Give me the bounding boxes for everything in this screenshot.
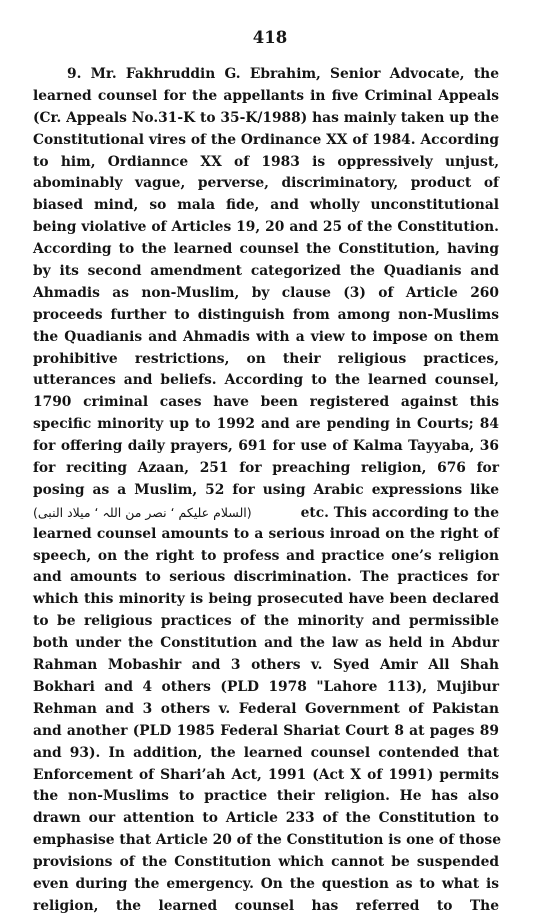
paragraph-line: drawn our attention to Article 233 of the Constitution to	[33, 810, 499, 827]
paragraph-line: posing as a Muslim, 52 for using Arabic expressions like	[33, 481, 499, 498]
paragraph-line: proceeds further to distinguish from among non-Muslims	[33, 306, 499, 323]
paragraph-line: Enforcement of Shari’ah Act, 1991 (Act X of 1991) permits	[33, 766, 499, 783]
paragraph-line: to him, Ordiannce XX of 1983 is oppressively unjust,	[33, 153, 499, 170]
paragraph-line: religion, the learned counsel has referred to The	[33, 897, 499, 914]
paragraph-line: provisions of the Constitution which cannot be suspended	[33, 854, 499, 871]
paragraph-line: prohibitive restrictions, on their religious practices,	[33, 350, 499, 367]
paragraph-line-text: etc. This according to the	[300, 504, 499, 521]
arabic-expressions: (السلام علیکم ‘ نصر من اللہ ‘ میلاد النبی)	[33, 504, 252, 520]
paragraph-line: which this minority is being prosecuted have been declared	[33, 591, 499, 608]
paragraph-line: utterances and beliefs. According to the learned counsel,	[33, 372, 499, 389]
paragraph-line: specific minority up to 1992 and are pending in Courts; 84	[33, 416, 499, 433]
paragraph-line: by its second amendment categorized the Quadianis and	[33, 263, 499, 280]
paragraph-line: learned counsel amounts to a serious inroad on the right of	[33, 525, 499, 542]
paragraph-line: speech, on the right to profess and practice one’s religion	[33, 547, 499, 564]
paragraph-line: abominably vague, perverse, discriminatory, product of	[33, 175, 499, 192]
paragraph-line: and amounts to serious discrimination. The practices for	[33, 569, 499, 586]
paragraph-line: emphasise that Article 20 of the Constitution is one of those	[33, 832, 501, 849]
arabic-expression-line	[33, 502, 499, 524]
paragraph-line: 1790 criminal cases have been registered against this	[33, 394, 499, 411]
paragraph-line: and 93). In addition, the learned counsel contended that	[33, 744, 499, 761]
paragraph-line: (Cr. Appeals No.31-K to 35-K/1988) has mainly taken up the	[33, 109, 499, 126]
page-number: 418	[252, 28, 288, 47]
paragraph-line: for offering daily prayers, 691 for use of Kalma Tayyaba, 36	[33, 438, 499, 455]
paragraph-line: the non-Muslims to practice their religion. He has also	[33, 788, 499, 805]
paragraph-line: the Quadianis and Ahmadis with a view to impose on them	[33, 328, 499, 345]
paragraph-line: to be religious practices of the minority and permissible	[33, 613, 499, 630]
paragraph-line: for reciting Azaan, 251 for preaching religion, 676 for	[33, 460, 499, 477]
paragraph-line: and another (PLD 1985 Federal Shariat Court 8 at pages 89	[33, 722, 499, 739]
judgment-paragraph	[33, 64, 499, 918]
paragraph-line: According to the learned counsel the Constitution, having	[33, 241, 499, 258]
paragraph-line: biased mind, so mala fide, and wholly unconstitutional	[33, 197, 499, 214]
paragraph-line: being violative of Articles 19, 20 and 25 of the Constitution.	[33, 219, 499, 236]
paragraph-line: both under the Constitution and the law as held in Abdur	[33, 635, 499, 652]
paragraph-line: Constitutional vires of the Ordinance XX of 1984. According	[33, 131, 499, 148]
paragraph-line: Bokhari and 4 others (PLD 1978 "Lahore 113), Mujibur	[33, 678, 499, 695]
paragraph-line: 9. Mr. Fakhruddin G. Ebrahim, Senior Advocate, the	[67, 66, 499, 82]
paragraph-line: even during the emergency. On the question as to what is	[33, 875, 499, 892]
paragraph-line: Ahmadis as non-Muslim, by clause (3) of Article 260	[33, 284, 499, 301]
paragraph-line: learned counsel for the appellants in five Criminal Appeals	[33, 87, 499, 104]
paragraph-line: Rehman and 3 others v. Federal Government of Pakistan	[33, 700, 499, 717]
paragraph-line: Rahman Mobashir and 3 others v. Syed Amir All Shah	[33, 657, 499, 674]
